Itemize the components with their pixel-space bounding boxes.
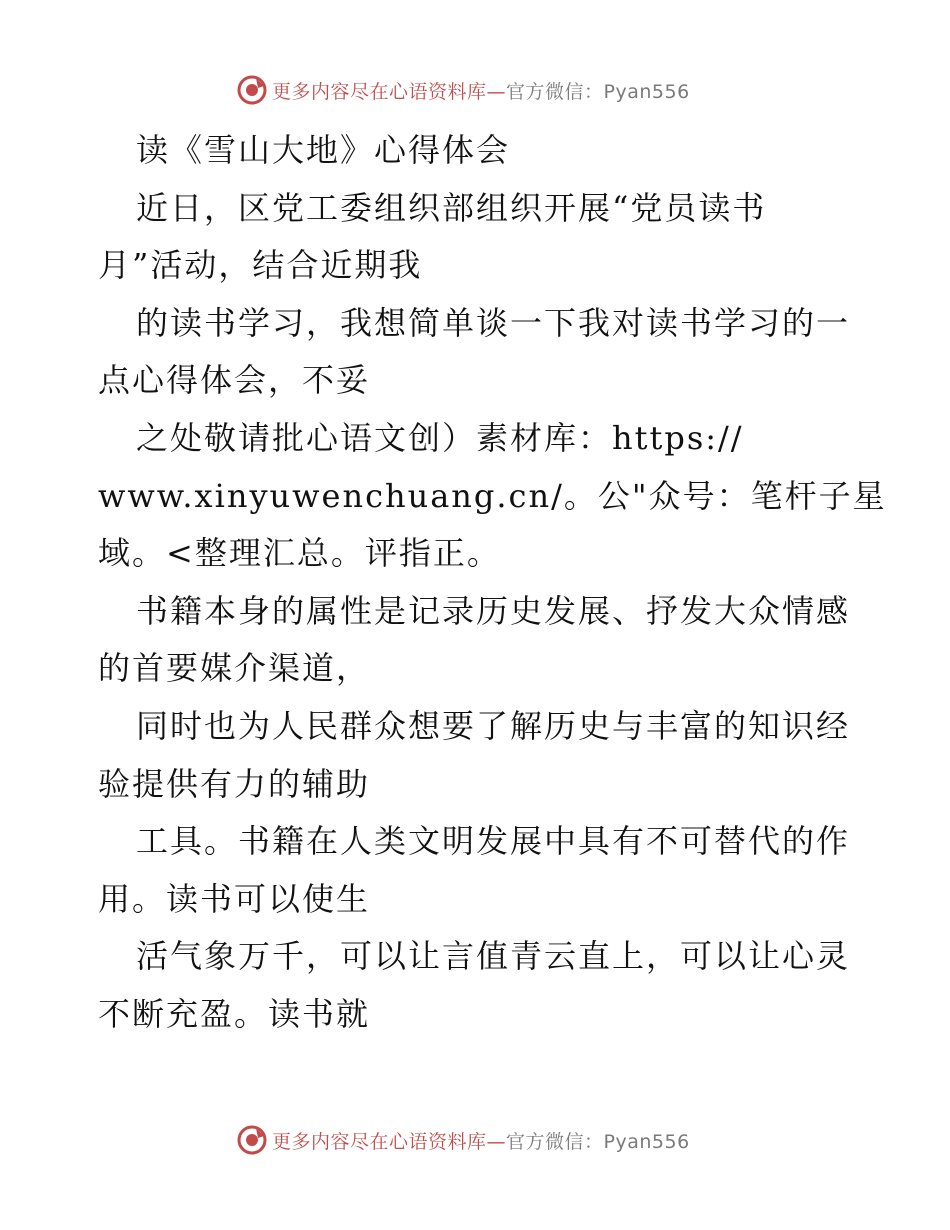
text-line: 的首要媒介渠道， [98, 649, 371, 688]
text-line: 活气象万千，可以让言值青云直上，可以让心灵 [136, 937, 851, 976]
text-line: 的读书学习，我想简单谈一下我对读书学习的一 [136, 303, 851, 342]
footer-watermark-banner [236, 1122, 690, 1158]
footer-banner-wechat-id: Pyan556 [603, 1130, 690, 1153]
header-banner-sep: — [486, 80, 507, 103]
text-line: 不断充盈。读书就 [98, 994, 371, 1033]
footer-banner-main: 更多内容尽在心语资料库 [272, 1130, 487, 1153]
header-banner-wechat-label: 官方微信： [506, 80, 604, 103]
header-banner-wechat-id: Pyan556 [603, 80, 690, 103]
text-line: 月”活动，结合近期我 [98, 246, 423, 285]
text-line: 验提供有力的辅助 [98, 764, 371, 803]
text-line: 工具。书籍在人类文明发展中具有不可替代的作 [136, 822, 851, 861]
text-line: 用。读书可以使生 [98, 879, 371, 918]
footer-banner-sep: — [486, 1130, 507, 1153]
text-line: 同时也为人民群众想要了解历史与丰富的知识经 [136, 706, 851, 745]
header-watermark-banner [236, 72, 690, 108]
text-line: www.xinyuwenchuang.cn/。公"众号：笔杆子星 [98, 476, 887, 515]
text-line: 域。<整理汇总。评指正。 [98, 534, 501, 573]
footer-banner-text [272, 1127, 690, 1154]
text-line: 书籍本身的属性是记录历史发展、抒发大众情感 [136, 591, 851, 630]
text-line: 点心得体会，不妥 [98, 361, 371, 400]
header-banner-text [272, 77, 690, 104]
brand-logo-icon [236, 1124, 268, 1156]
document-body [98, 122, 887, 1044]
document-title: 读《雪山大地》心得体会 [136, 131, 511, 169]
brand-logo-icon [236, 74, 268, 106]
text-line: 之处敬请批心语文创）素材库：https:// [136, 418, 744, 457]
header-banner-main: 更多内容尽在心语资料库 [272, 80, 487, 103]
text-line: 近日，区党工委组织部组织开展“党员读书 [136, 188, 767, 227]
footer-banner-wechat-label: 官方微信： [506, 1130, 604, 1153]
